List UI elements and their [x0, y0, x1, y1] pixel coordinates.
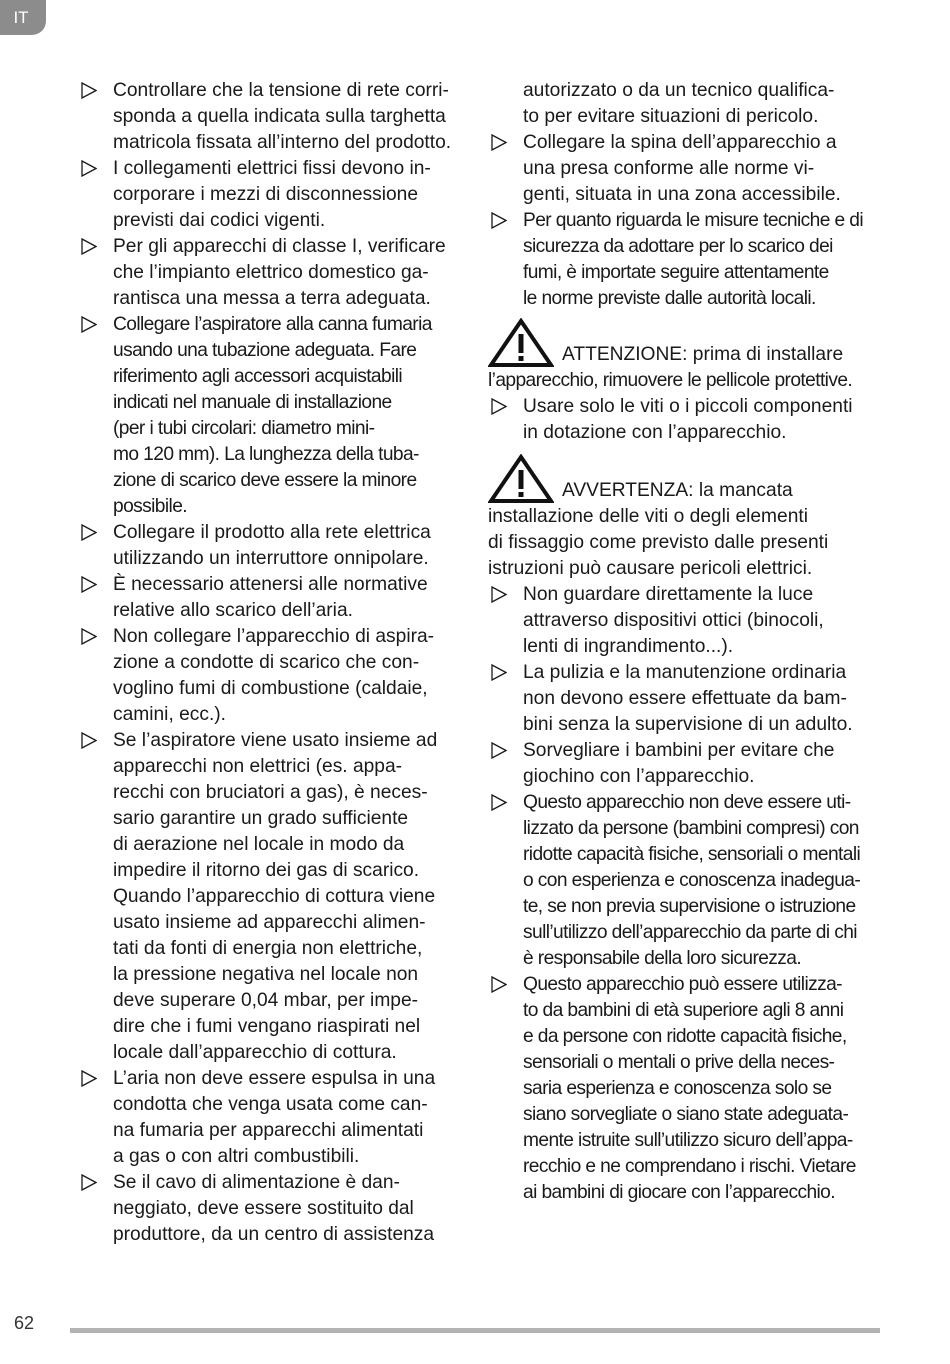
warning-block-avvertenza — [488, 456, 880, 582]
list-item — [78, 1066, 470, 1170]
bullet-triangle-icon — [81, 316, 97, 333]
text-line: La pulizia e la manutenzione ordinaria — [523, 662, 847, 683]
text-line: una presa conforme alle norme vi- — [523, 158, 815, 179]
text-line: che l’impianto elettrico domestico ga- — [113, 262, 429, 283]
text-line: Se il cavo di alimentazione è dan- — [113, 1172, 400, 1193]
right-column — [488, 78, 880, 1206]
text-line: non devono essere effettuate da bam- — [523, 688, 847, 709]
text-line: Se l’aspiratore viene usato insieme ad — [113, 730, 438, 751]
text-line: voglino fumi di combustione (caldaie, — [113, 678, 428, 699]
text-line: e da persone con ridotte capacità fisiche, — [523, 1026, 847, 1047]
text-line: Non guardare direttamente la luce — [523, 584, 814, 605]
bullet-triangle-icon — [81, 238, 97, 255]
text-line: lizzato da persone (bambini compresi) con — [523, 818, 859, 839]
text-line: recchi con bruciatori a gas), è neces- — [113, 782, 428, 803]
text-line: matricola fissata all’interno del prodotto. — [113, 132, 452, 153]
text-line: la pressione negativa nel locale non — [113, 964, 419, 985]
text-line: utilizzando un interruttore onnipolare. — [113, 548, 429, 569]
text-line: to da bambini di età superiore agli 8 anni — [523, 1000, 844, 1021]
text-line: camini, ecc.). — [113, 704, 227, 725]
text-line: installazione delle viti o degli elementi — [488, 506, 808, 527]
text-line: te, se non previa supervisione o istruzione — [523, 896, 856, 917]
text-line: mo 120 mm). La lunghezza della tuba- — [113, 444, 419, 465]
text-line: Usare solo le viti o i piccoli componenti — [523, 396, 853, 417]
warning-triangle-icon — [488, 318, 554, 368]
page-number: 62 — [14, 1313, 35, 1333]
bullet-triangle-icon — [491, 794, 507, 811]
bullet-triangle-icon — [491, 586, 507, 603]
list-item — [488, 660, 880, 738]
warning-body — [488, 504, 880, 582]
text-line: Sorvegliare i bambini per evitare che — [523, 740, 835, 761]
text-line: previsti dai codici vigenti. — [113, 210, 326, 231]
list-item — [78, 572, 470, 624]
text-line: Non collegare l’apparecchio di aspira- — [113, 626, 435, 647]
text-line: Quando l’apparecchio di cottura viene — [113, 886, 436, 907]
text-line: tati da fonti di energia non elettriche, — [113, 938, 423, 959]
bullet-triangle-icon — [491, 134, 507, 151]
text-line: rantisca una messa a terra adeguata. — [113, 288, 431, 309]
list-item — [78, 624, 470, 728]
text-line: saria esperienza e conoscenza solo se — [523, 1078, 832, 1099]
text-line: indicati nel manuale di installazione — [113, 392, 392, 413]
footer-divider — [70, 1328, 880, 1333]
bullet-triangle-icon — [491, 664, 507, 681]
text-line: sicurezza da adottare per lo scarico dei — [523, 236, 833, 257]
list-item — [488, 582, 880, 660]
text-line: deve superare 0,04 mbar, per impe- — [113, 990, 419, 1011]
text-line: sull’utilizzo dell’apparecchio da parte di chi — [523, 922, 857, 943]
text-line: Collegare il prodotto alla rete elettrica — [113, 522, 431, 543]
text-line: fumi, è importate seguire attentamente — [523, 262, 829, 283]
warning-block-attenzione — [488, 320, 880, 394]
text-line: giochino con l’apparecchio. — [523, 766, 755, 787]
text-line: riferimento agli accessori acquistabili — [113, 366, 403, 387]
list-item — [78, 520, 470, 572]
list-item — [78, 156, 470, 234]
bullet-triangle-icon — [81, 1070, 97, 1087]
bullet-triangle-icon — [81, 82, 97, 99]
text-line: le norme previste dalle autorità locali. — [523, 288, 816, 309]
text-line: di aerazione nel locale in modo da — [113, 834, 405, 855]
text-line: usato insieme ad apparecchi alimen- — [113, 912, 426, 933]
text-line: impedire il ritorno dei gas di scarico. — [113, 860, 420, 881]
warning-triangle-icon — [488, 454, 554, 504]
text-line: Controllare che la tensione di rete corri- — [113, 80, 449, 101]
list-item — [78, 78, 470, 156]
bullet-triangle-icon — [81, 576, 97, 593]
text-line: condotta che venga usata come can- — [113, 1094, 428, 1115]
text-line: I collegamenti elettrici fissi devono in- — [113, 158, 431, 179]
list-item — [488, 394, 880, 446]
text-line: in dotazione con l’apparecchio. — [523, 422, 787, 443]
text-line: Per quanto riguarda le misure tecniche e di — [523, 210, 864, 231]
bullet-triangle-icon — [81, 732, 97, 749]
text-line: neggiato, deve essere sostituito dal — [113, 1198, 414, 1219]
text-line: Collegare l’aspiratore alla canna fumaria — [113, 314, 432, 335]
text-line: sensoriali o mentali o prive della neces- — [523, 1052, 835, 1073]
text-line: zione di scarico deve essere la minore — [113, 470, 417, 491]
warning-head-text: prima di installare — [687, 344, 844, 365]
warning-body — [488, 368, 880, 394]
text-line: lenti di ingrandimento...). — [523, 636, 734, 657]
bullet-triangle-icon — [491, 398, 507, 415]
bullet-triangle-icon — [491, 212, 507, 229]
list-item — [78, 1170, 470, 1248]
text-line: Collegare la spina dell’apparecchio a — [523, 132, 837, 153]
text-line: possibile. — [113, 496, 187, 517]
list-item — [488, 972, 880, 1206]
warning-label: ATTENZIONE: — [562, 344, 688, 365]
text-line: dire che i fumi vengano riaspirati nel — [113, 1016, 421, 1037]
text-line: ai bambini di giocare con l’apparecchio. — [523, 1182, 835, 1203]
list-item — [488, 790, 880, 972]
text-line: autorizzato o da un tecnico qualifica- — [523, 80, 835, 101]
bullet-triangle-icon — [81, 524, 97, 541]
bullet-triangle-icon — [81, 160, 97, 177]
text-line: sponda a quella indicata sulla targhetta — [113, 106, 446, 127]
text-line: Questo apparecchio non deve essere uti- — [523, 792, 851, 813]
text-line: mente istruite sull’utilizzo sicuro dell’appa- — [523, 1130, 853, 1151]
bullet-triangle-icon — [491, 742, 507, 759]
text-line: corporare i mezzi di disconnessione — [113, 184, 419, 205]
list-item — [488, 208, 880, 312]
text-line: zione a condotte di scarico che con- — [113, 652, 420, 673]
text-line: Per gli apparecchi di classe I, verificare — [113, 236, 446, 257]
text-line: attraverso dispositivi ottici (binocoli, — [523, 610, 824, 631]
text-line: to per evitare situazioni di pericolo. — [523, 106, 819, 127]
bullet-triangle-icon — [491, 976, 507, 993]
text-line: sario garantire un grado sufficiente — [113, 808, 409, 829]
list-item — [78, 312, 470, 520]
language-tab: IT — [0, 0, 46, 35]
text-line: na fumaria per apparecchi alimentati — [113, 1120, 424, 1141]
text-line: È necessario attenersi alle normative — [113, 574, 428, 595]
bullet-triangle-icon — [81, 1174, 97, 1191]
bullet-triangle-icon — [81, 628, 97, 645]
text-line: ridotte capacità fisiche, sensoriali o mentali — [523, 844, 861, 865]
text-line: apparecchi non elettrici (es. appa- — [113, 756, 403, 777]
text-line: produttore, da un centro di assistenza — [113, 1224, 435, 1245]
text-line: genti, situata in una zona accessibile. — [523, 184, 841, 205]
warning-label: AVVERTENZA: — [562, 480, 694, 501]
list-item — [78, 728, 470, 1066]
list-item — [78, 234, 470, 312]
continued-text — [488, 78, 880, 130]
text-line: l’apparecchio, rimuovere le pellicole protettive. — [488, 370, 853, 391]
list-item — [488, 130, 880, 208]
text-line: Questo apparecchio può essere utilizza- — [523, 974, 842, 995]
text-line: locale dall’apparecchio di cottura. — [113, 1042, 397, 1063]
list-item — [488, 738, 880, 790]
text-line: bini senza la supervisione di un adulto. — [523, 714, 853, 735]
text-line: (per i tubi circolari: diametro mini- — [113, 418, 375, 439]
text-line: di fissaggio come previsto dalle presenti — [488, 532, 829, 553]
text-line: istruzioni può causare pericoli elettrici. — [488, 558, 813, 579]
text-line: o con esperienza e conoscenza inadegua- — [523, 870, 861, 891]
text-line: a gas o con altri combustibili. — [113, 1146, 360, 1167]
text-line: relative allo scarico dell’aria. — [113, 600, 353, 621]
warning-head-text: la mancata — [693, 480, 793, 501]
text-line: usando una tubazione adeguata. Fare — [113, 340, 417, 361]
left-column — [78, 78, 470, 1248]
text-line: siano sorvegliate o siano state adeguata- — [523, 1104, 849, 1125]
text-line: è responsabile della loro sicurezza. — [523, 948, 802, 969]
text-line: L’aria non deve essere espulsa in una — [113, 1068, 436, 1089]
text-line: recchio e ne comprendano i rischi. Vietare — [523, 1156, 856, 1177]
